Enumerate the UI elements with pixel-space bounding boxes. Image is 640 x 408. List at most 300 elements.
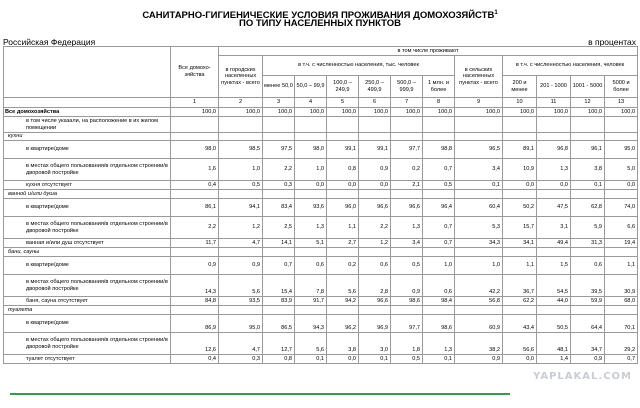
table-cell: 0,4 bbox=[171, 181, 219, 190]
table-cell: 83,9 bbox=[263, 297, 295, 306]
table-cell: 96,4 bbox=[423, 199, 455, 217]
column-number bbox=[4, 98, 171, 108]
table-cell: 97,7 bbox=[391, 141, 423, 159]
table-cell: 49,4 bbox=[537, 239, 571, 248]
highlight-underline bbox=[10, 393, 510, 395]
row-label: в местах общего пользования/в отдельном строении/в дворовой постройке bbox=[4, 217, 171, 239]
row-label: в квартире/доме bbox=[4, 257, 171, 275]
header-u6: 1 млн. и более bbox=[423, 76, 455, 98]
table-cell: 29,2 bbox=[605, 333, 638, 355]
table-cell bbox=[295, 306, 327, 315]
table-cell: 100,0 bbox=[295, 108, 327, 117]
table-cell: 100,0 bbox=[605, 108, 638, 117]
table-cell: 1,2 bbox=[359, 239, 391, 248]
table-cell bbox=[391, 306, 423, 315]
table-cell: 5,6 bbox=[327, 275, 359, 297]
table-cell: 100,0 bbox=[171, 108, 219, 117]
table-cell bbox=[327, 190, 359, 199]
table-cell: 0,7 bbox=[423, 239, 455, 248]
table-cell bbox=[359, 306, 391, 315]
table-cell: 0,0 bbox=[359, 181, 391, 190]
table-cell: 96,8 bbox=[537, 141, 571, 159]
row-label: в местах общего пользования/в отдельном строении/в дворовой постройке bbox=[4, 275, 171, 297]
table-row bbox=[4, 275, 638, 297]
table-cell bbox=[503, 133, 537, 141]
column-number: 10 bbox=[503, 98, 537, 108]
table-cell: 0,9 bbox=[171, 257, 219, 275]
table-cell: 98,0 bbox=[295, 141, 327, 159]
table-cell: 1,3 bbox=[537, 159, 571, 181]
table-cell: 44,0 bbox=[537, 297, 571, 306]
header-urban-total: в городских населенных пунктах - всего bbox=[219, 56, 263, 98]
column-number: 11 bbox=[537, 98, 571, 108]
table-cell bbox=[391, 190, 423, 199]
table-cell: 5,6 bbox=[295, 333, 327, 355]
row-label: ванной и/или душа bbox=[4, 190, 171, 199]
table-cell bbox=[327, 133, 359, 141]
row-label: в квартире/доме bbox=[4, 315, 171, 333]
table-cell: 3,4 bbox=[455, 159, 503, 181]
table-cell: 83,4 bbox=[263, 199, 295, 217]
table-cell: 84,8 bbox=[171, 297, 219, 306]
table-row bbox=[4, 108, 638, 117]
header-blank bbox=[4, 47, 171, 98]
table-cell: 56,8 bbox=[455, 297, 503, 306]
column-number: 3 bbox=[263, 98, 295, 108]
table-cell: 54,5 bbox=[537, 275, 571, 297]
table-row bbox=[4, 306, 638, 315]
table-cell: 0,7 bbox=[423, 217, 455, 239]
table-cell bbox=[359, 248, 391, 257]
table-cell: 97,5 bbox=[263, 141, 295, 159]
table-cell: 0,1 bbox=[359, 355, 391, 364]
table-cell: 62,2 bbox=[503, 297, 537, 306]
table-cell: 100,0 bbox=[423, 108, 455, 117]
column-number: 12 bbox=[571, 98, 605, 108]
table-cell: 1,8 bbox=[391, 333, 423, 355]
table-cell: 2,2 bbox=[263, 159, 295, 181]
table-cell: 0,1 bbox=[295, 355, 327, 364]
table-cell: 42,2 bbox=[455, 275, 503, 297]
table-cell: 2,7 bbox=[327, 239, 359, 248]
row-label: кухни bbox=[4, 133, 171, 141]
table-cell: 2,2 bbox=[171, 217, 219, 239]
header-u3: 100,0 – 249,9 bbox=[327, 76, 359, 98]
table-cell: 100,0 bbox=[391, 108, 423, 117]
column-number: 7 bbox=[391, 98, 423, 108]
row-label: бани, сауны bbox=[4, 248, 171, 257]
table-cell: 86,9 bbox=[171, 315, 219, 333]
table-cell: 0,1 bbox=[571, 181, 605, 190]
table-cell bbox=[263, 133, 295, 141]
table-cell: 5,6 bbox=[219, 275, 263, 297]
unit-label: в процентах bbox=[588, 37, 636, 47]
table-cell: 96,9 bbox=[359, 315, 391, 333]
table-row bbox=[4, 355, 638, 364]
table-cell: 31,3 bbox=[571, 239, 605, 248]
table-cell bbox=[503, 190, 537, 199]
table-cell: 5,0 bbox=[605, 159, 638, 181]
table-cell: 3,0 bbox=[359, 333, 391, 355]
table-row bbox=[4, 315, 638, 333]
header-u4: 250,0 – 499,9 bbox=[359, 76, 391, 98]
table-row bbox=[4, 199, 638, 217]
table-cell: 96,6 bbox=[359, 297, 391, 306]
page-subtitle: ПО ТИПУ НАСЕЛЕННЫХ ПУНКТОВ bbox=[239, 18, 401, 29]
table-cell bbox=[359, 133, 391, 141]
column-number: 8 bbox=[423, 98, 455, 108]
table-cell: 0,2 bbox=[391, 159, 423, 181]
header-incl-live: в том числе проживают bbox=[219, 47, 638, 56]
table-cell bbox=[503, 306, 537, 315]
header-all: Все домохо-зяйства bbox=[171, 47, 219, 98]
table-cell bbox=[455, 190, 503, 199]
table-cell bbox=[171, 133, 219, 141]
row-label: в местах общего пользования/в отдельном строении/в дворовой постройке bbox=[4, 333, 171, 355]
table-cell bbox=[503, 117, 537, 133]
table-cell: 43,4 bbox=[503, 315, 537, 333]
table-cell bbox=[171, 117, 219, 133]
table-cell bbox=[295, 248, 327, 257]
table-cell: 60,9 bbox=[455, 315, 503, 333]
table-cell: 0,7 bbox=[605, 355, 638, 364]
table-cell bbox=[219, 306, 263, 315]
table-cell: 1,6 bbox=[171, 159, 219, 181]
column-number: 4 bbox=[295, 98, 327, 108]
table-cell: 62,8 bbox=[571, 199, 605, 217]
table-cell: 1,0 bbox=[455, 257, 503, 275]
table-cell bbox=[391, 133, 423, 141]
table-cell: 74,0 bbox=[605, 199, 638, 217]
header-r4: 5000 и более bbox=[605, 76, 638, 98]
table-row bbox=[4, 133, 638, 141]
table-cell: 91,7 bbox=[295, 297, 327, 306]
table-cell: 0,3 bbox=[263, 181, 295, 190]
table-cell: 0,2 bbox=[327, 257, 359, 275]
table-cell bbox=[391, 117, 423, 133]
table-cell: 89,1 bbox=[503, 141, 537, 159]
table-cell bbox=[537, 248, 571, 257]
table-cell: 0,9 bbox=[219, 257, 263, 275]
header-u1: менее 50,0 bbox=[263, 76, 295, 98]
table-cell: 100,0 bbox=[359, 108, 391, 117]
table-cell: 0,3 bbox=[219, 355, 263, 364]
column-number: 1 bbox=[171, 98, 219, 108]
table-cell bbox=[537, 190, 571, 199]
table-cell: 100,0 bbox=[263, 108, 295, 117]
table-cell: 0,8 bbox=[327, 159, 359, 181]
table-cell: 1,1 bbox=[327, 217, 359, 239]
table-cell bbox=[219, 117, 263, 133]
table-cell bbox=[263, 306, 295, 315]
table-cell: 15,7 bbox=[503, 217, 537, 239]
table-cell: 1,0 bbox=[423, 257, 455, 275]
column-number: 2 bbox=[219, 98, 263, 108]
table-cell: 96,1 bbox=[571, 141, 605, 159]
table-cell: 100,0 bbox=[219, 108, 263, 117]
header-r2: 201 - 1000 bbox=[537, 76, 571, 98]
table-cell bbox=[571, 248, 605, 257]
column-number: 6 bbox=[359, 98, 391, 108]
table-cell: 0,5 bbox=[391, 257, 423, 275]
table-cell: 93,5 bbox=[219, 297, 263, 306]
table-cell bbox=[423, 117, 455, 133]
table-cell bbox=[219, 248, 263, 257]
table-cell: 1,3 bbox=[295, 217, 327, 239]
table-cell bbox=[571, 133, 605, 141]
header-u2: 50,0 – 99,9 bbox=[295, 76, 327, 98]
table-cell: 0,9 bbox=[571, 355, 605, 364]
table-cell: 0,5 bbox=[423, 181, 455, 190]
table-cell: 0,7 bbox=[263, 257, 295, 275]
table-cell: 2,1 bbox=[391, 181, 423, 190]
table-cell bbox=[423, 190, 455, 199]
table-cell: 99,1 bbox=[327, 141, 359, 159]
table-cell: 1,1 bbox=[605, 257, 638, 275]
table-cell: 98,8 bbox=[423, 141, 455, 159]
table-cell: 98,6 bbox=[391, 297, 423, 306]
table-cell: 1,0 bbox=[219, 159, 263, 181]
table-cell: 99,1 bbox=[359, 141, 391, 159]
table-cell bbox=[423, 248, 455, 257]
table-cell bbox=[171, 306, 219, 315]
table-row bbox=[4, 159, 638, 181]
table-cell: 5,1 bbox=[295, 239, 327, 248]
table-cell: 4,7 bbox=[219, 333, 263, 355]
row-label: туалет отсутствует bbox=[4, 355, 171, 364]
table-cell: 5,9 bbox=[571, 217, 605, 239]
table-row bbox=[4, 141, 638, 159]
table-cell bbox=[263, 117, 295, 133]
table-cell: 0,4 bbox=[171, 355, 219, 364]
table-cell: 2,5 bbox=[263, 217, 295, 239]
table-row bbox=[4, 117, 638, 133]
table-cell bbox=[327, 248, 359, 257]
table-cell bbox=[359, 117, 391, 133]
table-cell: 60,4 bbox=[455, 199, 503, 217]
table-cell: 0,0 bbox=[503, 355, 537, 364]
table-cell: 100,0 bbox=[537, 108, 571, 117]
header-rural-pop: в т.ч. с численностью населения, человек bbox=[503, 56, 638, 76]
table-cell: 98,0 bbox=[171, 141, 219, 159]
table-cell: 0,1 bbox=[423, 355, 455, 364]
table-cell: 2,2 bbox=[359, 217, 391, 239]
table-cell: 100,0 bbox=[327, 108, 359, 117]
table-cell: 0,0 bbox=[503, 181, 537, 190]
table-cell: 7,8 bbox=[295, 275, 327, 297]
table-cell: 2,8 bbox=[359, 275, 391, 297]
table-cell: 95,0 bbox=[219, 315, 263, 333]
table-cell: 0,9 bbox=[359, 159, 391, 181]
table-cell: 50,2 bbox=[503, 199, 537, 217]
table-cell: 50,5 bbox=[537, 315, 571, 333]
table-cell: 34,1 bbox=[503, 239, 537, 248]
table-cell bbox=[455, 133, 503, 141]
table-cell: 1,1 bbox=[503, 257, 537, 275]
header-rural-total: в сельских населенных пунктах - всего bbox=[455, 56, 503, 98]
table-cell: 34,3 bbox=[455, 239, 503, 248]
row-label: кухня отсутствует bbox=[4, 181, 171, 190]
data-table bbox=[3, 46, 638, 364]
table-cell bbox=[455, 248, 503, 257]
table-cell: 12,7 bbox=[263, 333, 295, 355]
table-cell bbox=[391, 248, 423, 257]
table-cell: 64,4 bbox=[571, 315, 605, 333]
table-cell: 59,9 bbox=[571, 297, 605, 306]
table-cell: 0,8 bbox=[263, 355, 295, 364]
table-cell: 0,6 bbox=[571, 257, 605, 275]
table-cell bbox=[423, 306, 455, 315]
table-cell bbox=[571, 117, 605, 133]
table-cell bbox=[537, 117, 571, 133]
column-number: 5 bbox=[327, 98, 359, 108]
column-number: 9 bbox=[455, 98, 503, 108]
table-cell: 0,6 bbox=[295, 257, 327, 275]
table-cell: 0,9 bbox=[455, 355, 503, 364]
table-row bbox=[4, 190, 638, 199]
column-number: 13 bbox=[605, 98, 638, 108]
table-cell bbox=[295, 117, 327, 133]
table-cell: 47,5 bbox=[537, 199, 571, 217]
row-label: в квартире/доме bbox=[4, 141, 171, 159]
table-cell: 86,5 bbox=[263, 315, 295, 333]
table-cell: 0,6 bbox=[423, 275, 455, 297]
table-cell: 1,4 bbox=[537, 355, 571, 364]
table-cell: 15,4 bbox=[263, 275, 295, 297]
row-label: ванная и/или душ отсутствует bbox=[4, 239, 171, 248]
table-cell: 98,6 bbox=[423, 315, 455, 333]
table-cell bbox=[503, 248, 537, 257]
table-cell bbox=[537, 133, 571, 141]
header-urban-pop: в т.ч. с численностью населения, тыс. человек bbox=[263, 56, 455, 76]
table-cell: 96,0 bbox=[327, 199, 359, 217]
table-cell bbox=[571, 306, 605, 315]
table-cell: 94,3 bbox=[295, 315, 327, 333]
row-label: в том числе указали, на расположение в их жилом помещении bbox=[4, 117, 171, 133]
table-cell: 1,3 bbox=[391, 217, 423, 239]
table-cell: 3,8 bbox=[571, 159, 605, 181]
table-cell bbox=[537, 306, 571, 315]
table-cell: 94,1 bbox=[219, 199, 263, 217]
table-cell: 38,2 bbox=[455, 333, 503, 355]
table-cell: 0,0 bbox=[327, 181, 359, 190]
table-cell bbox=[263, 248, 295, 257]
table-cell: 30,9 bbox=[605, 275, 638, 297]
table-cell: 0,0 bbox=[537, 181, 571, 190]
table-cell bbox=[219, 133, 263, 141]
table-cell: 3,8 bbox=[327, 333, 359, 355]
table-cell: 1,0 bbox=[295, 159, 327, 181]
table-cell bbox=[263, 190, 295, 199]
table-cell: 95,0 bbox=[605, 141, 638, 159]
table-cell: 19,4 bbox=[605, 239, 638, 248]
table-cell: 96,6 bbox=[391, 199, 423, 217]
table-cell: 100,0 bbox=[455, 108, 503, 117]
table-row bbox=[4, 217, 638, 239]
table-row bbox=[4, 239, 638, 248]
table-cell: 3,1 bbox=[537, 217, 571, 239]
table-cell: 3,4 bbox=[391, 239, 423, 248]
table-cell: 1,2 bbox=[219, 217, 263, 239]
row-label: Все домохозяйства bbox=[4, 108, 171, 117]
table-cell bbox=[295, 190, 327, 199]
table-cell: 98,4 bbox=[423, 297, 455, 306]
table-cell: 1,5 bbox=[537, 257, 571, 275]
table-cell: 10,9 bbox=[503, 159, 537, 181]
table-cell bbox=[605, 133, 638, 141]
table-row bbox=[4, 297, 638, 306]
table-cell: 56,6 bbox=[503, 333, 537, 355]
column-numbers-row bbox=[4, 98, 638, 108]
table-cell bbox=[455, 117, 503, 133]
page-title: САНИТАРНО-ГИГИЕНИЧЕСКИЕ УСЛОВИЯ ПРОЖИВАНИЯ ДОМОХОЗЯЙСТВ$^1$ bbox=[142, 10, 498, 22]
table-cell: 34,7 bbox=[571, 333, 605, 355]
table-cell bbox=[327, 306, 359, 315]
table-cell bbox=[571, 190, 605, 199]
table-cell: 0,9 bbox=[391, 275, 423, 297]
table-cell: 0,6 bbox=[359, 257, 391, 275]
table-cell bbox=[359, 190, 391, 199]
table-cell bbox=[605, 190, 638, 199]
row-label: туалета bbox=[4, 306, 171, 315]
table-cell: 6,6 bbox=[605, 217, 638, 239]
table-cell bbox=[327, 117, 359, 133]
table-cell bbox=[219, 190, 263, 199]
header-r1: 200 и менее bbox=[503, 76, 537, 98]
table-cell bbox=[295, 133, 327, 141]
table-cell: 96,5 bbox=[455, 141, 503, 159]
table-cell: 14,3 bbox=[171, 275, 219, 297]
table-cell: 0,0 bbox=[605, 181, 638, 190]
table-cell bbox=[455, 306, 503, 315]
table-cell bbox=[605, 306, 638, 315]
region-label: Российская Федерация bbox=[3, 37, 96, 47]
table-cell: 4,7 bbox=[219, 239, 263, 248]
table-row bbox=[4, 257, 638, 275]
table-cell bbox=[171, 190, 219, 199]
table-cell: 96,2 bbox=[327, 315, 359, 333]
table-cell bbox=[605, 248, 638, 257]
table-cell: 11,7 bbox=[171, 239, 219, 248]
table-cell bbox=[423, 133, 455, 141]
table-cell: 98,5 bbox=[219, 141, 263, 159]
table-cell: 100,0 bbox=[503, 108, 537, 117]
table-cell: 68,0 bbox=[605, 297, 638, 306]
table-cell: 39,5 bbox=[571, 275, 605, 297]
table-cell: 14,1 bbox=[263, 239, 295, 248]
header-r3: 1001 - 5000 bbox=[571, 76, 605, 98]
table-cell: 0,5 bbox=[219, 181, 263, 190]
table-cell: 94,2 bbox=[327, 297, 359, 306]
table-cell: 86,1 bbox=[171, 199, 219, 217]
table-cell: 0,0 bbox=[327, 355, 359, 364]
table-cell: 12,6 bbox=[171, 333, 219, 355]
table-cell: 96,6 bbox=[359, 199, 391, 217]
table-cell: 0,0 bbox=[295, 181, 327, 190]
table-cell: 36,7 bbox=[503, 275, 537, 297]
table-row bbox=[4, 333, 638, 355]
table-cell bbox=[605, 117, 638, 133]
table-cell: 70,1 bbox=[605, 315, 638, 333]
table-cell: 97,7 bbox=[391, 315, 423, 333]
row-label: в квартире/доме bbox=[4, 199, 171, 217]
header-u5: 500,0 – 999,9 bbox=[391, 76, 423, 98]
table-cell: 0,1 bbox=[455, 181, 503, 190]
row-label: в местах общего пользования/в отдельном строении/в дворовой постройке bbox=[4, 159, 171, 181]
footnote-mark: 1 bbox=[494, 10, 498, 16]
watermark-logo: YAPLAKAL.COM bbox=[533, 371, 632, 382]
table-cell: 48,1 bbox=[537, 333, 571, 355]
